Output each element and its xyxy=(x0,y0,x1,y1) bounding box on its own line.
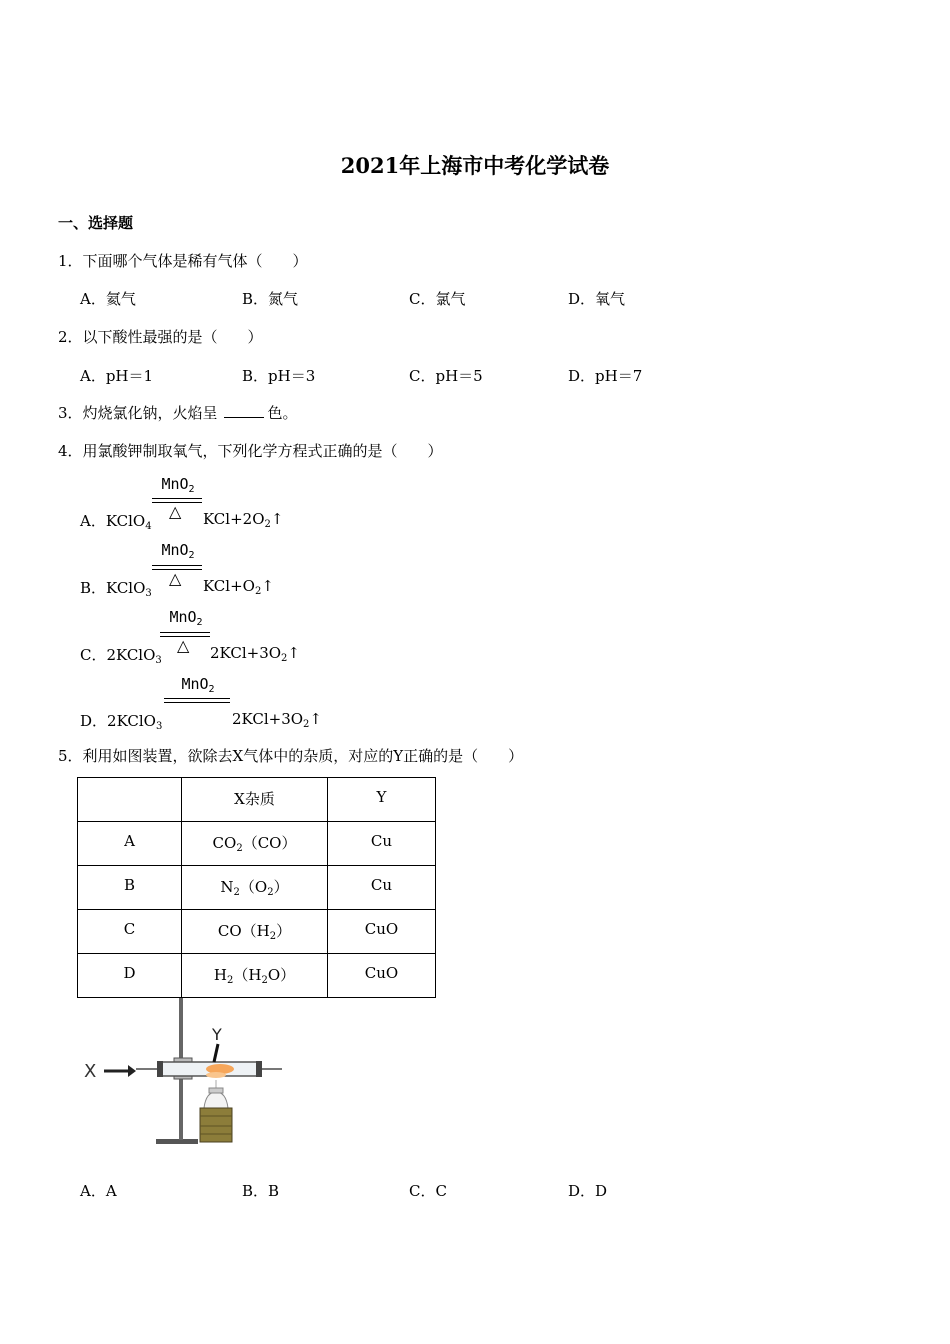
q4c-catalyst: MnO$_2$ xyxy=(169,608,203,628)
table-header-cell: Y xyxy=(328,778,436,822)
table-cell-reagent: CuO xyxy=(328,954,436,998)
q5-table xyxy=(77,777,436,998)
q2-option-d: D．pH＝7 xyxy=(568,367,643,385)
q2-option-c: C．pH＝5 xyxy=(409,367,483,385)
table-cell-impurity: $CO(H_2)$ xyxy=(182,910,328,954)
q4-option-b-reactant: B．KClO$_3$ xyxy=(80,579,152,599)
table-row xyxy=(78,910,436,954)
q4-option-d-product: $2KCl+3O_2↑$ xyxy=(232,710,322,730)
arrow-head-icon xyxy=(128,1065,136,1077)
question-4-stem: 4．用氯酸钾制取氧气，下列化学方程式正确的是（ ） xyxy=(58,442,443,460)
x-label: X xyxy=(84,1061,97,1082)
table-cell-reagent: CuO xyxy=(328,910,436,954)
q4d-catalyst: MnO$_2$ xyxy=(181,675,215,695)
table-row xyxy=(78,954,436,998)
q4b-catalyst: MnO$_2$ xyxy=(161,541,195,561)
lamp-cap xyxy=(209,1088,223,1093)
table-cell-impurity: $N_2(O_2)$ xyxy=(182,866,328,910)
q1-option-a: A．氦气 xyxy=(80,290,136,308)
q4-option-c-product: $2KCl+3O_2↑$ xyxy=(210,644,300,664)
q4-option-c-reactant: C．2KClO$_3$ xyxy=(80,646,162,666)
section-heading: 一、选择题 xyxy=(58,214,134,232)
table-header-row xyxy=(78,778,436,822)
y-pointer xyxy=(214,1044,218,1062)
question-1-stem: 1．下面哪个气体是稀有气体（ ） xyxy=(58,252,308,270)
table-cell-option: C xyxy=(78,910,182,954)
question-3-stem xyxy=(58,402,298,423)
q4c-heat-symbol: △ xyxy=(177,636,190,655)
q3-stem-after: 色。 xyxy=(267,404,298,422)
q4-option-a-reactant: A．KClO$_4$ xyxy=(80,512,152,532)
q4-option-a-product: $KCl+2O_2↑$ xyxy=(203,510,284,530)
q4d-reaction-bar xyxy=(164,698,230,703)
table-cell-reagent: Cu xyxy=(328,822,436,866)
q5-option-c: C．C xyxy=(409,1182,447,1200)
q2-option-b: B．pH＝3 xyxy=(242,367,316,385)
table-row xyxy=(78,866,436,910)
q5-option-a: A．A xyxy=(80,1182,117,1200)
table-header-cell: X杂质 xyxy=(182,778,328,822)
q5-option-b: B．B xyxy=(242,1182,280,1200)
q3-answer-blank xyxy=(224,403,264,418)
stopper-right xyxy=(256,1061,262,1077)
table-cell-reagent: Cu xyxy=(328,866,436,910)
q1-option-d: D．氧气 xyxy=(568,290,626,308)
apparatus-figure xyxy=(78,996,288,1156)
wooden-block xyxy=(200,1108,232,1142)
flame-glow xyxy=(206,1072,226,1078)
q4a-catalyst: MnO$_2$ xyxy=(161,475,195,495)
y-label: Y xyxy=(212,1025,222,1044)
table-cell-option: A xyxy=(78,822,182,866)
q4-option-b-product: $KCl+O_2↑$ xyxy=(203,577,274,597)
table-cell-impurity: $H_2(H_2O)$ xyxy=(182,954,328,998)
alcohol-lamp xyxy=(204,1092,228,1108)
table-header-cell xyxy=(78,778,182,822)
q1-option-b: B．氮气 xyxy=(242,290,299,308)
question-2-stem: 2．以下酸性最强的是（ ） xyxy=(58,328,263,346)
q2-option-a: A．pH＝1 xyxy=(80,367,154,385)
q1-option-c: C．氯气 xyxy=(409,290,466,308)
page-title: 2021年上海市中考化学试卷 xyxy=(340,153,610,178)
table-cell-option: D xyxy=(78,954,182,998)
q4-option-d-reactant: D．2KClO$_3$ xyxy=(80,712,163,732)
question-5-stem: 5．利用如图装置，欲除去X气体中的杂质，对应的Y正确的是（ ） xyxy=(58,747,524,765)
table-cell-impurity: $CO_2(CO)$ xyxy=(182,822,328,866)
stand-base xyxy=(156,1139,198,1144)
q3-stem-before: 3．灼烧氯化钠，火焰呈 xyxy=(58,404,218,422)
q4b-heat-symbol: △ xyxy=(169,569,182,588)
stopper-left xyxy=(157,1061,163,1077)
q4a-heat-symbol: △ xyxy=(169,502,182,521)
q5-option-d: D．D xyxy=(568,1182,608,1200)
table-row xyxy=(78,822,436,866)
table-cell-option: B xyxy=(78,866,182,910)
